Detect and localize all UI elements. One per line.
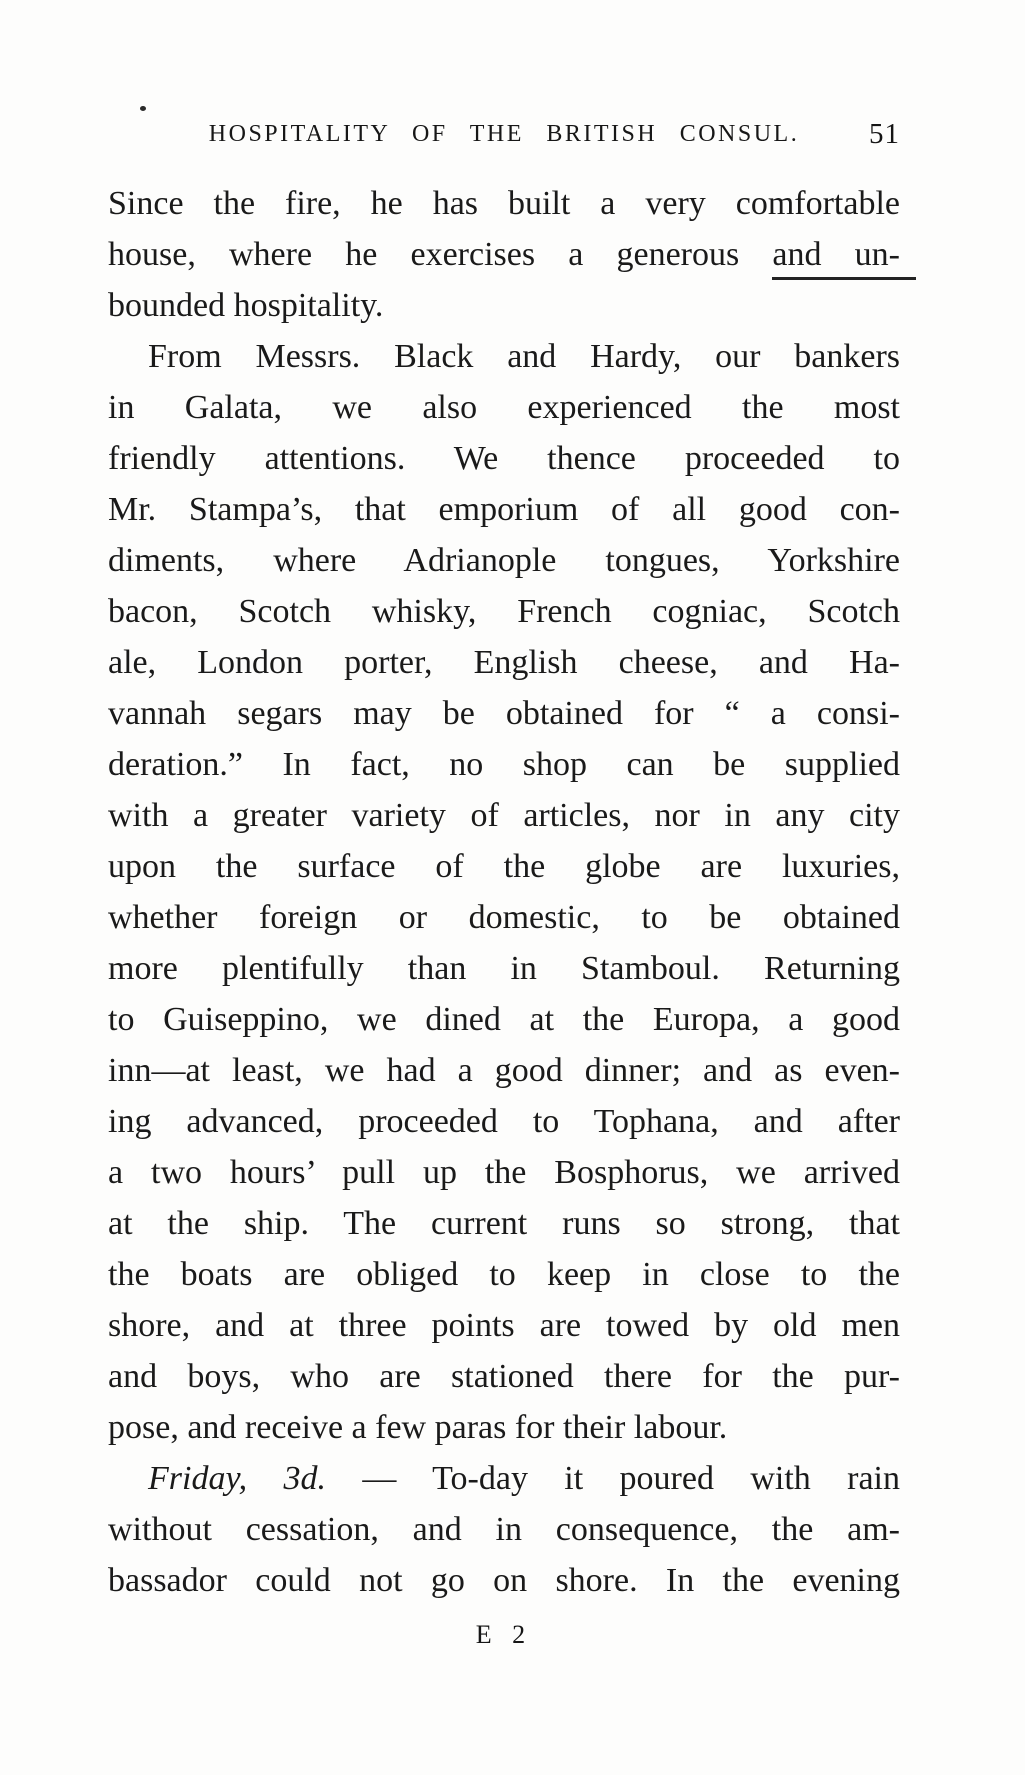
text-segment: house, where he exercises a generous (108, 236, 773, 273)
text-line: whether foreign or domestic, to be obtained (108, 899, 900, 936)
text-line: shore, and at three points are towed by old men (108, 1307, 900, 1344)
text-line: more plentifully than in Stamboul. Returning (108, 950, 900, 987)
text-line: bacon, Scotch whisky, French cogniac, Scotch (108, 593, 900, 630)
running-header (108, 117, 900, 154)
text-line (108, 1453, 900, 1504)
text-line: From Messrs. Black and Hardy, our bankers (148, 338, 900, 375)
text-line: a two hours’ pull up the Bosphorus, we arrived (108, 1154, 900, 1191)
underlined-text: and un- (772, 236, 916, 280)
header-title: HOSPITALITY OF THE BRITISH CONSUL. (208, 121, 800, 147)
diary-date: Friday, 3d. (148, 1460, 327, 1497)
text-line: deration.” In fact, no shop can be supplied (108, 746, 900, 783)
text-line: in Galata, we also experienced the most (108, 389, 900, 426)
text-line: friendly attentions. We thence proceeded to (108, 440, 900, 477)
text-line: without cessation, and in consequence, the am- (108, 1511, 900, 1548)
page-number: 51 (869, 118, 900, 150)
text-line: inn—at least, we had a good dinner; and as even- (108, 1052, 900, 1089)
text-line: diments, where Adrianople tongues, Yorkshire (108, 542, 900, 579)
text-line: Since the fire, he has built a very comfortable (108, 185, 900, 222)
page-footer (108, 1620, 900, 1650)
text-line: pose, and receive a few paras for their labour. (108, 1409, 728, 1446)
text-line: bounded hospitality. (108, 287, 384, 324)
text-line: to Guiseppino, we dined at the Europa, a good (108, 1001, 900, 1038)
signature-mark: E 2 (475, 1620, 533, 1649)
text-line: at the ship. The current runs so strong, that (108, 1205, 900, 1242)
text-line: upon the surface of the globe are luxuries, (108, 848, 900, 885)
text-line: the boats are obliged to keep in close to the (108, 1256, 900, 1293)
text-line: and boys, who are stationed there for the pur- (108, 1358, 900, 1395)
text-line: ale, London porter, English cheese, and Ha- (108, 644, 900, 681)
text-line: bassador could not go on shore. In the evening (108, 1562, 900, 1599)
text-block (108, 178, 900, 1606)
text-line: with a greater variety of articles, nor in any city (108, 797, 900, 834)
text-line (108, 229, 900, 280)
ink-speck (140, 106, 146, 111)
text-line: Mr. Stampa’s, that emporium of all good con- (108, 491, 900, 528)
text-segment: — To-day it poured with rain (326, 1460, 900, 1497)
text-line: ing advanced, proceeded to Tophana, and after (108, 1103, 900, 1140)
text-line: vannah segars may be obtained for “ a consi- (108, 695, 900, 732)
